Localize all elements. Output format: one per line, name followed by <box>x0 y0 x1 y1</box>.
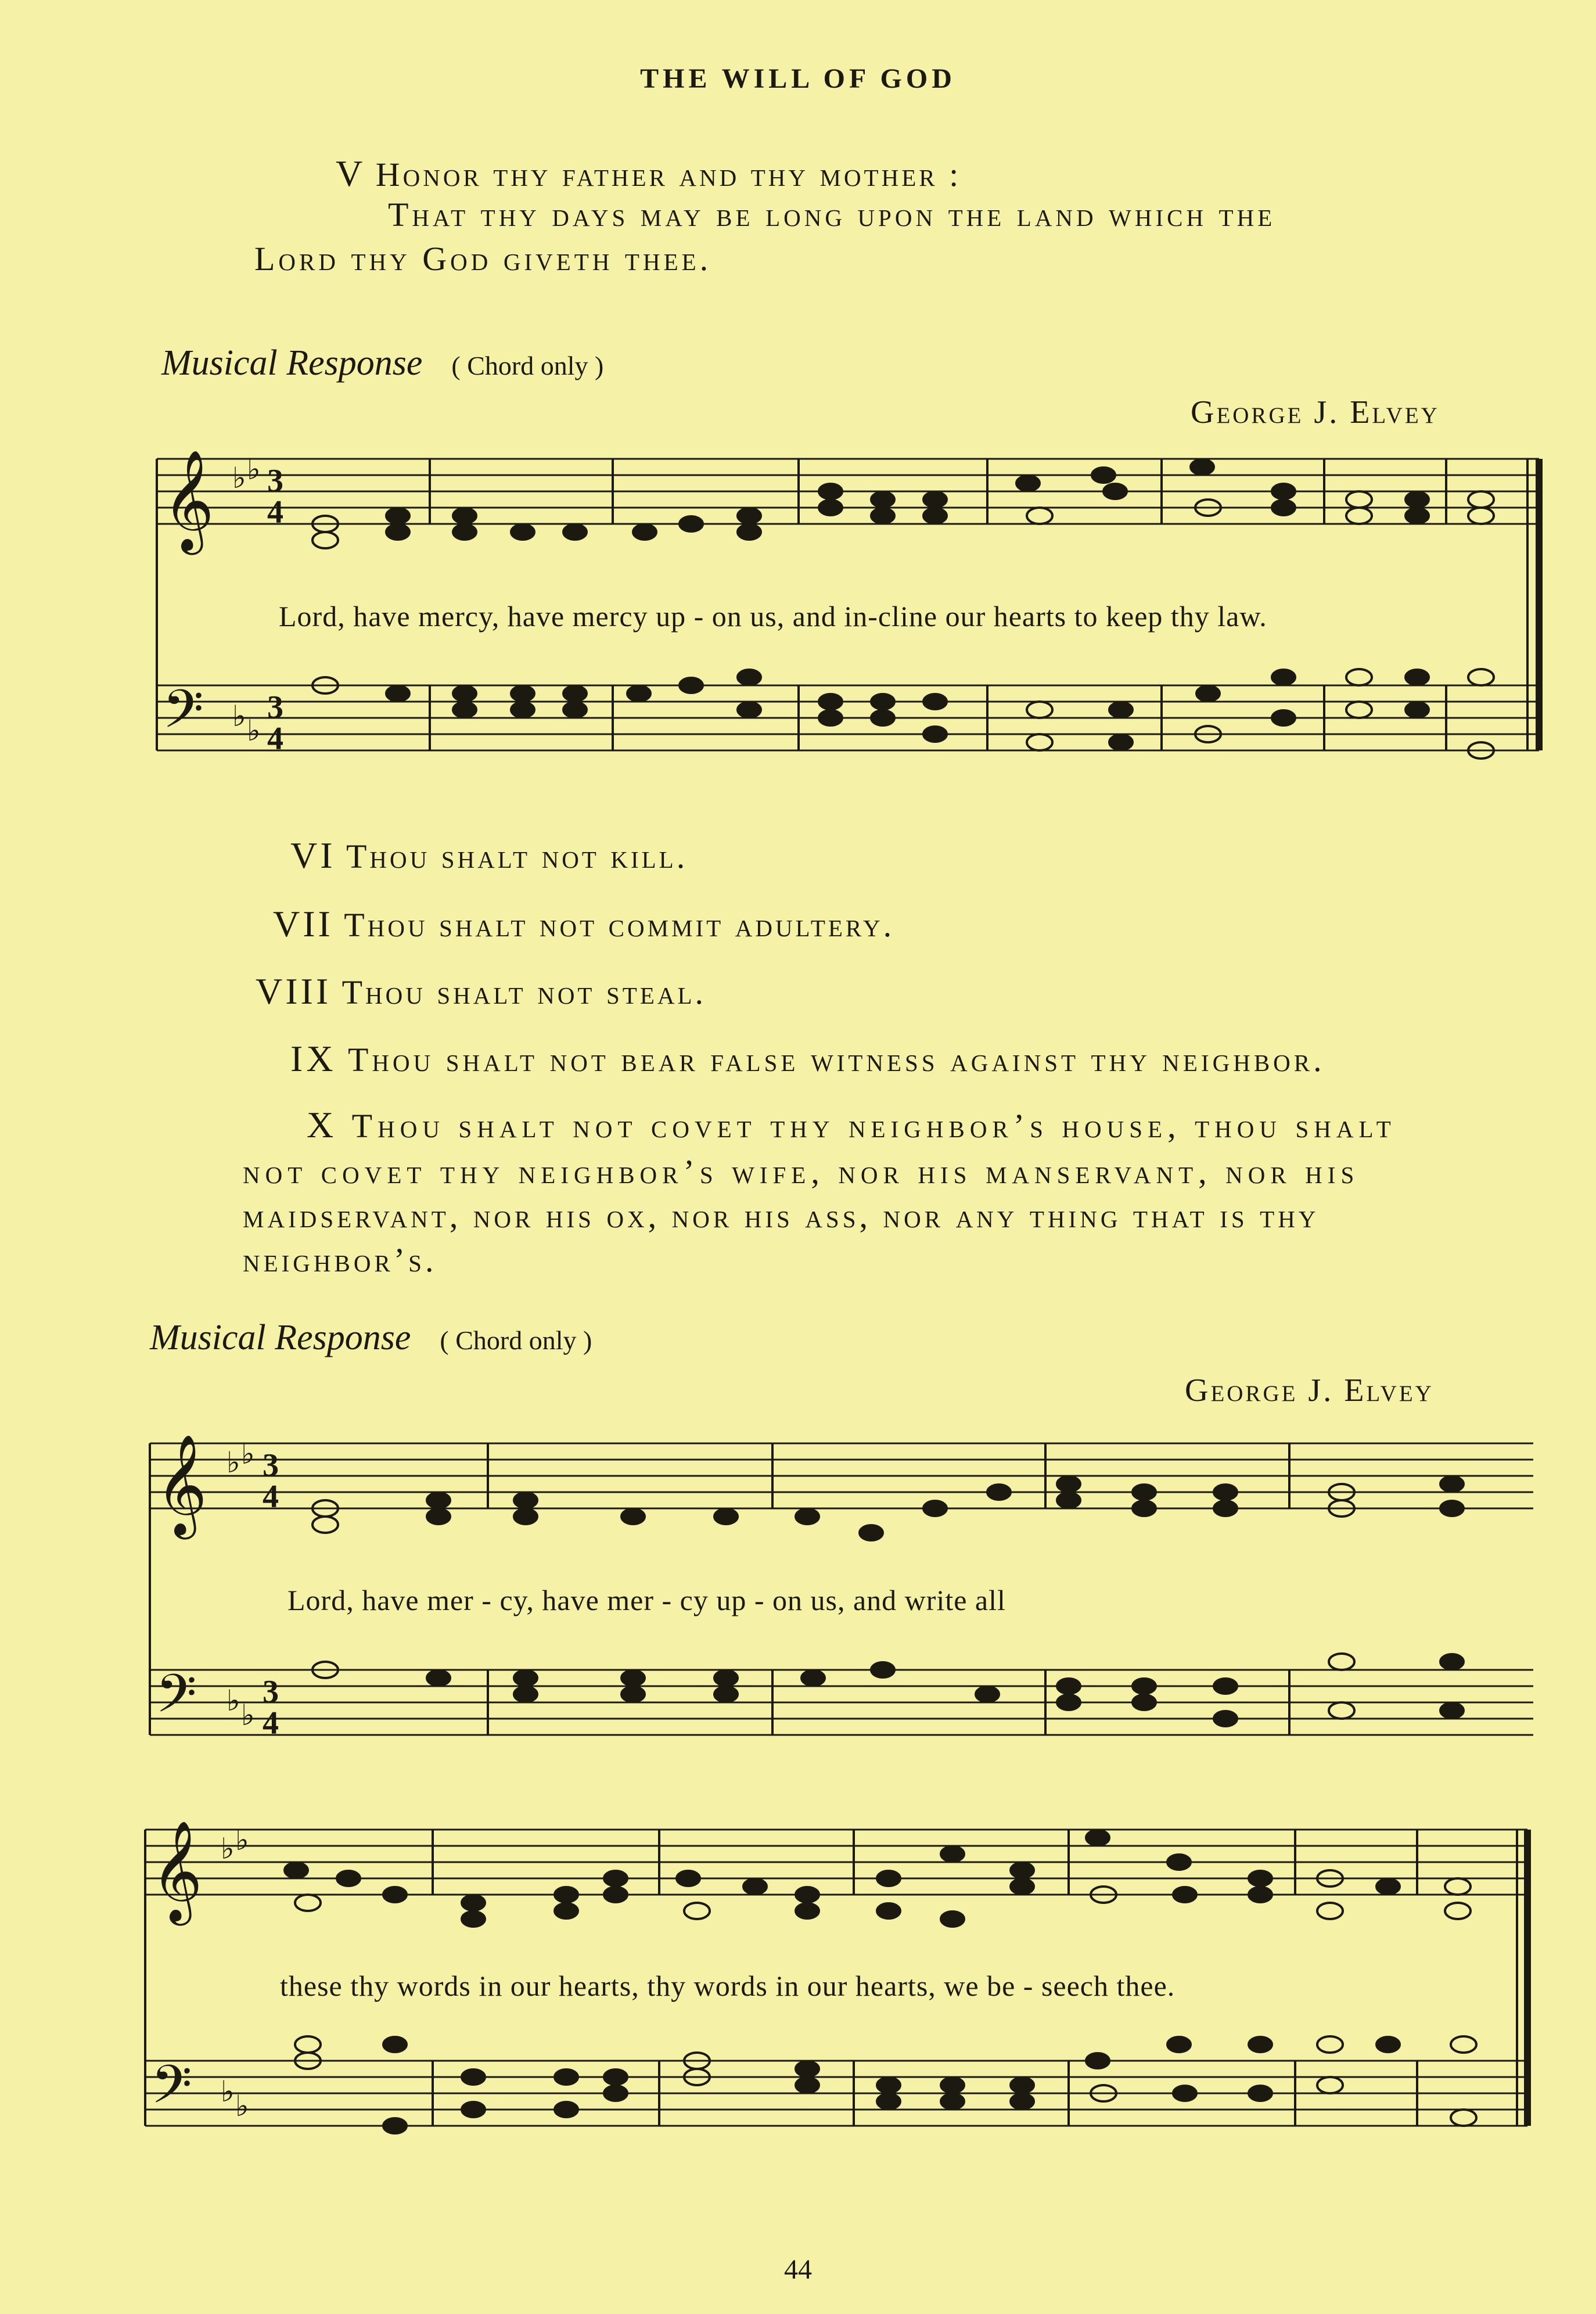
response2-title: Musical Response <box>150 1318 411 1357</box>
page-number: 44 <box>784 2254 812 2285</box>
response1-note: ( Chord only ) <box>451 351 604 380</box>
flat-icon: ♭ <box>232 699 246 733</box>
response2-lyrics-line2: these thy words in our hearts, thy words in our hearts, we be - seech thee. <box>280 1970 1176 2002</box>
response2-system1-treble <box>150 1443 1533 1508</box>
response1-composer: George J. Elvey <box>1191 394 1440 430</box>
commandment-numeral: IX <box>290 1038 337 1079</box>
response2-note: ( Chord only ) <box>440 1325 592 1355</box>
time-signature-top: 3 <box>263 1674 279 1710</box>
response2-system2-bass <box>145 2061 1527 2126</box>
response1-lyrics: Lord, have mercy, have mercy up - on us, and in-cline our hearts to keep thy law. <box>279 600 1267 633</box>
treble-clef-icon: 𝄞 <box>156 1434 207 1535</box>
bass-clef-icon: 𝄢 <box>151 2054 192 2128</box>
time-signature-top: 3 <box>267 463 283 499</box>
flat-icon: ♭ <box>241 1698 255 1732</box>
time-signature-top: 3 <box>263 1447 279 1483</box>
response2-composer: George J. Elvey <box>1185 1372 1434 1408</box>
response2-lyrics-line1: Lord, have mer - cy, have mer - cy up - on us, and write all <box>287 1584 1006 1616</box>
commandment-x-line2: not covet thy neighbor’s wife, nor his manservant, nor his <box>243 1153 1360 1191</box>
time-signature-bottom: 4 <box>267 721 283 757</box>
commandment-text: Thou shalt not kill. <box>346 838 688 875</box>
bass-clef-icon: 𝄢 <box>156 1663 197 1737</box>
flat-icon: ♭ <box>235 1823 249 1857</box>
response2-system1-bass <box>150 1670 1533 1735</box>
flat-icon: ♭ <box>221 2075 235 2108</box>
time-signature-bottom: 4 <box>267 494 283 530</box>
commandment-numeral: V <box>336 153 366 194</box>
time-signature-top: 3 <box>267 689 283 725</box>
commandment-x-line3: maidservant, nor his ox, nor his ass, nor any thing that is thy <box>243 1197 1320 1235</box>
flat-icon: ♭ <box>221 1832 235 1866</box>
flat-icon: ♭ <box>227 1446 240 1479</box>
commandment-text: Thou shalt not covet thy neighbor’s house, thou shalt <box>351 1107 1396 1145</box>
time-signature-bottom: 4 <box>263 1479 279 1515</box>
flat-icon: ♭ <box>235 2089 249 2123</box>
commandment-numeral: VII <box>273 903 333 944</box>
treble-clef-icon: 𝄞 <box>151 1820 203 1921</box>
commandment-numeral: X <box>307 1104 339 1145</box>
bass-clef-icon: 𝄢 <box>163 678 204 753</box>
flat-icon: ♭ <box>241 1437 255 1471</box>
flat-icon: ♭ <box>227 1684 240 1717</box>
commandment-text: Honor thy father and thy mother : <box>375 156 962 193</box>
commandment-text: Thou shalt not commit adultery. <box>344 906 895 944</box>
time-signature-bottom: 4 <box>263 1705 279 1741</box>
commandment-v-line3: Lord thy God giveth thee. <box>254 240 712 278</box>
treble-clef-icon: 𝄞 <box>163 450 214 551</box>
response1-title: Musical Response <box>161 343 423 383</box>
running-head: THE WILL OF GOD <box>640 63 956 94</box>
commandment-text: Thou shalt not steal. <box>342 973 707 1011</box>
flat-icon: ♭ <box>232 461 246 495</box>
flat-icon: ♭ <box>247 452 261 486</box>
commandment-text: Thou shalt not bear false witness against thy neighbor. <box>347 1041 1325 1079</box>
flat-icon: ♭ <box>247 714 261 748</box>
commandment-v-line2: That thy days may be long upon the land which the <box>388 196 1276 233</box>
commandment-numeral: VI <box>290 835 336 876</box>
commandment-numeral: VIII <box>256 971 332 1012</box>
commandment-x-line4: neighbor’s. <box>243 1241 437 1279</box>
